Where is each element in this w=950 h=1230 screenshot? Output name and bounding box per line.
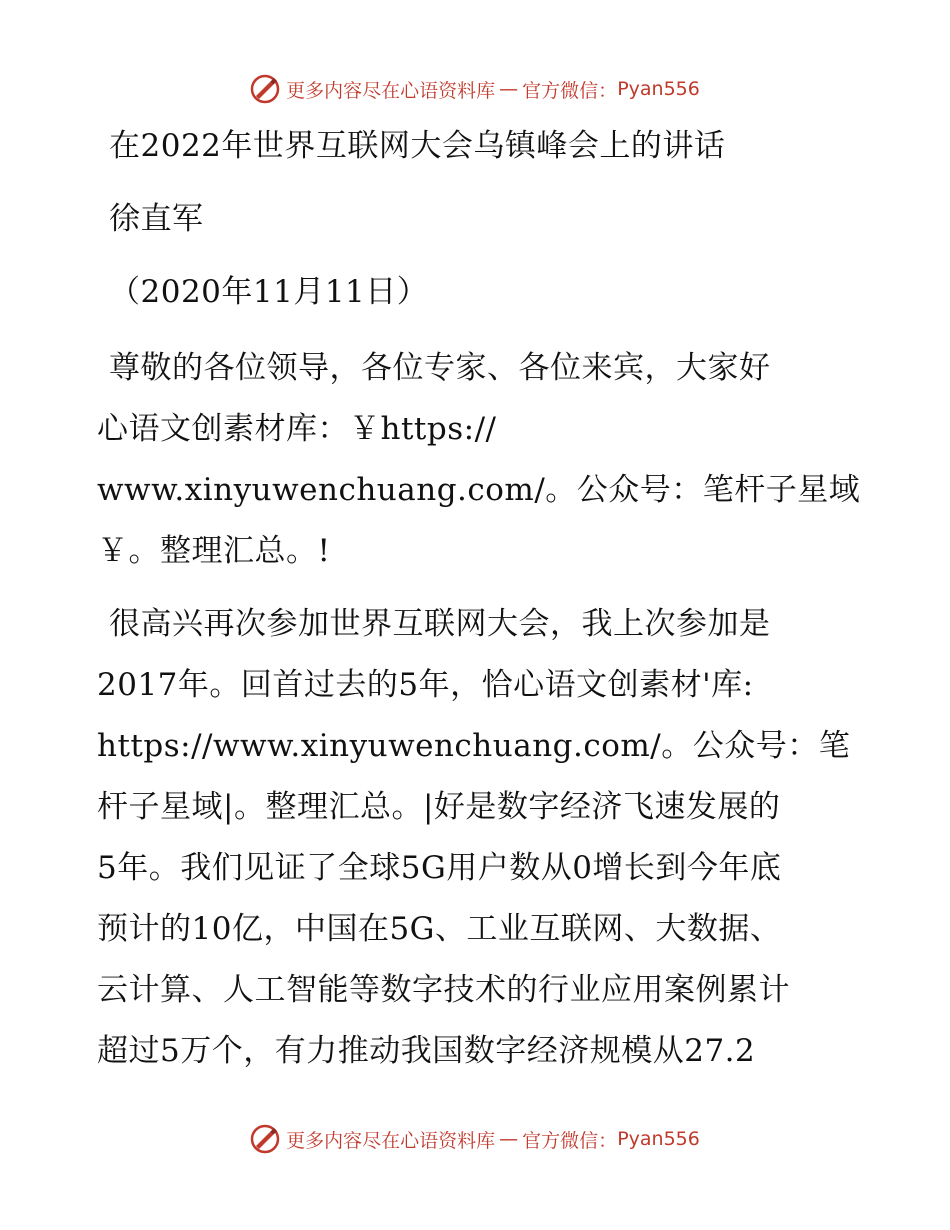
paragraph-line: 杆子星域|。整理汇总。|好是数字经济飞速发展的 <box>97 789 781 825</box>
paragraph-line: 很高兴再次参加世界互联网大会，我上次参加是 <box>109 606 771 642</box>
paragraph-line: ￥。整理汇总。! <box>97 533 331 569</box>
paragraph-line: 尊敬的各位领导，各位专家、各位来宾，大家好 <box>109 350 771 386</box>
document-date: （2020年11月11日） <box>109 274 429 310</box>
banner-suffix: 官方微信： <box>522 1129 618 1152</box>
body-paragraph <box>97 594 857 1082</box>
banner-separator: — <box>499 1128 519 1150</box>
banner-handle: Pyan556 <box>617 1128 700 1150</box>
paragraph-line: 5年。我们见证了全球5G用户数从0增长到今年底 <box>97 850 782 886</box>
document-author: 徐直军 <box>109 201 204 237</box>
banner-text: 更多内容尽在心语资料库 <box>286 79 496 102</box>
paragraph-line: https://www.xinyuwenchuang.com/。公众号：笔 <box>97 728 851 764</box>
footer-watermark-banner <box>0 1124 950 1154</box>
banner-handle: Pyan556 <box>617 78 700 100</box>
banner-text: 更多内容尽在心语资料库 <box>286 1129 496 1152</box>
banner-suffix: 官方微信： <box>522 79 618 102</box>
document-title: 在2022年世界互联网大会乌镇峰会上的讲话 <box>109 128 726 164</box>
header-watermark-banner <box>0 74 950 104</box>
greeting-paragraph <box>97 338 861 582</box>
pen-logo-icon <box>250 74 280 104</box>
paragraph-line: 心语文创素材库：￥https:// <box>97 411 497 447</box>
paragraph-line: 预计的10亿，中国在5G、工业互联网、大数据、 <box>97 911 782 947</box>
paragraph-line: 云计算、人工智能等数字技术的行业应用案例累计 <box>97 972 790 1008</box>
document-body <box>97 116 861 1082</box>
paragraph-line: www.xinyuwenchuang.com/。公众号：笔杆子星域 <box>97 472 861 508</box>
paragraph-line: 2017年。回首过去的5年，恰心语文创素材'库: <box>97 667 754 703</box>
banner-separator: — <box>499 78 519 100</box>
pen-logo-icon <box>250 1124 280 1154</box>
paragraph-line: 超过5万个，有力推动我国数字经济规模从27.2 <box>97 1033 756 1069</box>
